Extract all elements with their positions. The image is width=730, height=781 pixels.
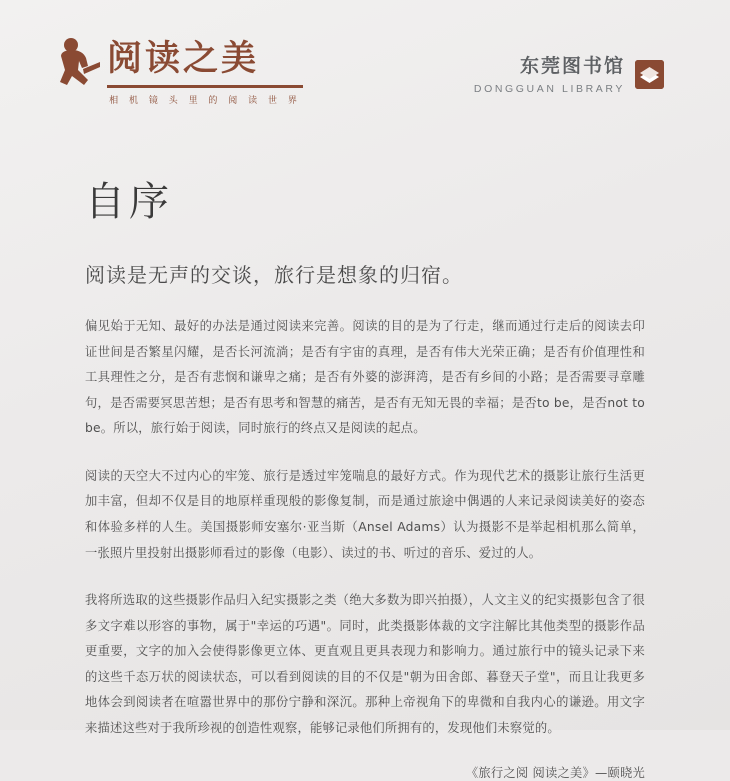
paragraph: 阅读的天空大不过内心的牢笼、旅行是透过牢笼喘息的最好方式。作为现代艺术的摄影让旅行生活更加丰富，但却不仅是目的地原样重现般的影像复制，而是通过旅途中偶遇的人来记录阅读美好的姿态和体验多样的人生。美国摄影师安塞尔·亚当斯（Ansel Adams）认为摄影不是举起相机那么简单，一张照片里投射出摄影师看过的影像（电影）、读过的书、听过的音乐、爱过的人。 xyxy=(85,468,645,560)
library-book-icon xyxy=(635,60,664,89)
paragraph: 偏见始于无知、最好的办法是通过阅读来完善。阅读的目的是为了行走，继而通过行走后的阅读去印证世间是否繁星闪耀，是否长河流淌；是否有宇宙的真理，是否有伟大光荣正确；是否有价值理性和工具理性之分，是否有悲悯和谦卑之痛；是否有外婆的澎湃湾，是否有乡间的小路；是否需要寻章雕句，是否需要冥思苦想；是否有思考和智慧的痛苦，是否有无知无畏的幸福；是否to be，是否not to be。所以，旅行始于阅读，同时旅行的终点又是阅读的起点。 xyxy=(85,319,645,436)
reading-person-icon xyxy=(55,36,101,94)
library-name-en: DONGGUAN LIBRARY xyxy=(473,82,625,95)
page-title: 自序 xyxy=(85,179,173,225)
library-branding xyxy=(474,54,664,95)
brand-subtitle: 相 机 镜 头 里 的 阅 读 世 界 xyxy=(109,95,301,106)
brand-divider xyxy=(107,85,303,88)
library-name-cn: 东莞图书馆 xyxy=(519,55,625,77)
page-header xyxy=(0,36,730,116)
brand-title: 阅读之美 xyxy=(107,39,260,79)
library-text xyxy=(474,54,625,95)
paragraph: 我将所选取的这些摄影作品归入纪实摄影之类（绝大多数为即兴拍摄），人文主义的纪实摄影包含了很多文字难以形容的事物，属于"幸运的巧遇"。同时，此类摄影体裁的文字注解比其他类型的摄影作品更重要，文字的加入会使得影像更立体、更直观且更具表现力和影响力。通过旅行中的镜头记录下来的这些千态万状的阅读状态，可以看到阅读的目的不仅是"朝为田舍郎、暮登天子堂"，而且让我更多地体会到阅读者在喧嚣世界中的那份宁静和深沉。那种上帝视角下的卑微和自我内心的谦逊。用文字来描述这些对于我所珍视的创造性观察，能够记录他们所拥有的，发现他们未察觉的。 xyxy=(85,593,645,735)
attribution: 《旅行之阅 阅读之美》—颐晓光 xyxy=(465,766,645,781)
brand-logo xyxy=(55,36,303,106)
document-body xyxy=(85,170,645,781)
brand-text xyxy=(107,36,303,106)
page-subtitle: 阅读是无声的交谈，旅行是想象的归宿。 xyxy=(85,263,463,287)
